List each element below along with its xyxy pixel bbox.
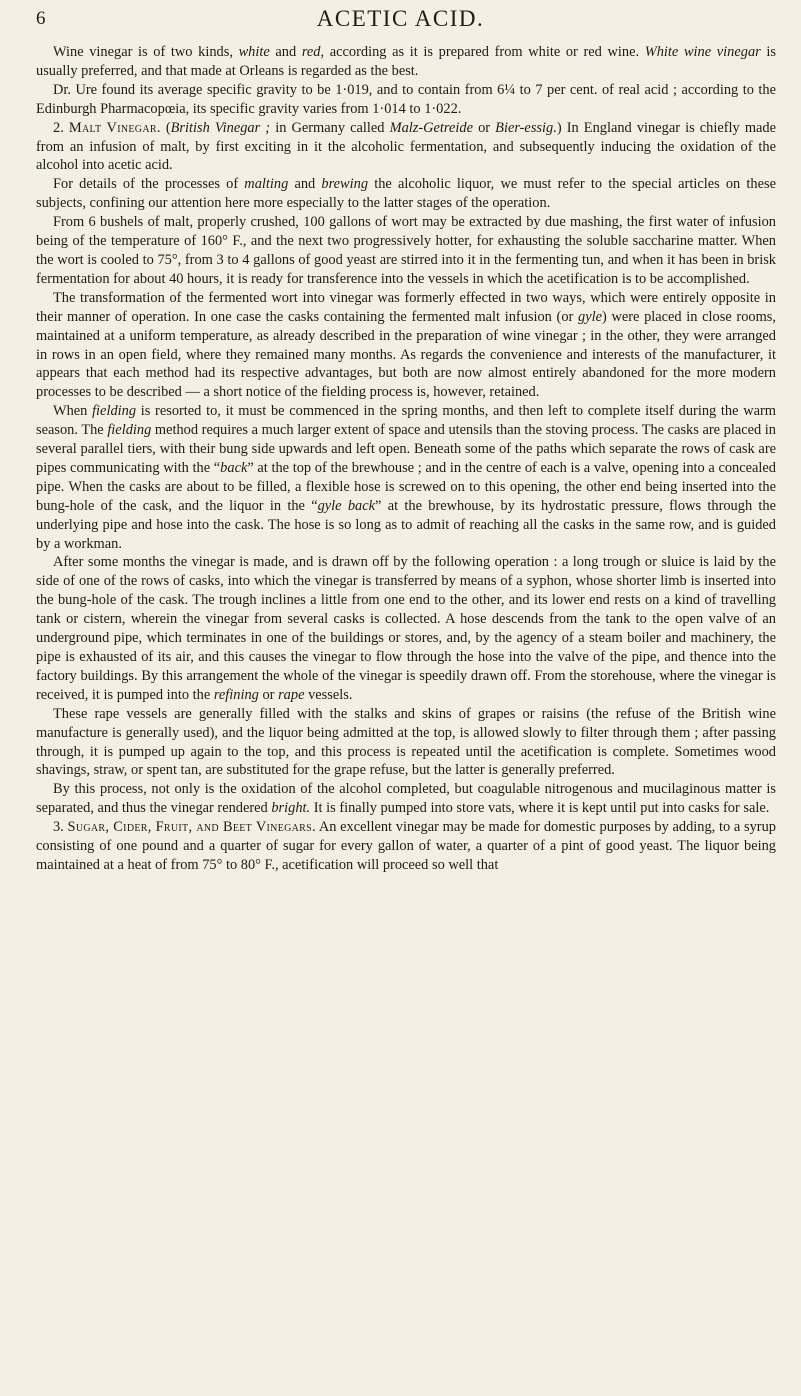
italic-term: red [301, 44, 321, 60]
italic-term: white [238, 44, 270, 60]
section-number: 2. [53, 119, 64, 136]
paragraph-drawing-off [36, 553, 776, 704]
section-number: 3. [53, 819, 64, 836]
text-run: ) were placed in close rooms, maintained at a uniform temperature, as already described in the preparation of wine vinegar ; in the other, they were arranged in rows in an open field, where they remained many months. As regards the convenience and interests of the manufacturer, it appears that each method had its respective advantages, but both are now almost entirely abandoned for the more modern processes to be described — a short notice of the fielding process is, however, retained. [36, 308, 776, 401]
page-number: 6 [36, 8, 46, 29]
text-run: and [288, 176, 322, 193]
italic-term: Bier-essig. [495, 119, 557, 136]
italic-term: bright. [271, 800, 311, 817]
text-run: ” at the top of the brewhouse ; and in the centre of each is a valve, opening into a concealed pipe. When the casks are about to be filled, a flexible hose is screwed on to this opening, the other end being inserted into the bung-hole of the cask, and the liquor in the “ [36, 459, 776, 514]
italic-term: British Vinegar ; [170, 119, 271, 136]
text-run: Wine vinegar is of two kinds, [53, 44, 239, 60]
paragraph-specific-gravity: Dr. Ure found its average specific gravity to be 1·019, and to contain from 6¼ to 7 per cent. of real acid ; according to the Edinburgh Pharmacopœia, its specific gravity varies from 1·014 to 1·022. [36, 81, 776, 117]
text-run: ” at the brewhouse, by its hydrostatic pressure, flows through the underlying pipe and hose into the cask. The hose is so long as to admit of reaching all the casks in the same row, and is guided by a workman. [36, 497, 777, 552]
italic-term: fielding [107, 422, 152, 439]
paragraph-wine-vinegar-kinds [36, 43, 776, 81]
text-run: ( [160, 119, 171, 136]
text-run: By this process, not only is the oxidation of the alcohol completed, but coagulable nitrogenous and mucilaginous matter is separated, and thus the vinegar rendered [36, 781, 776, 817]
paragraph-sugar-cider-vinegars [36, 818, 776, 875]
text-run: or [258, 686, 279, 703]
italic-term: back [220, 459, 248, 476]
section-heading: Malt Vinegar. [68, 119, 161, 136]
running-head: ACETIC ACID. [316, 6, 485, 31]
section-heading: Sugar, Cider, Fruit, and Beet Vinegars. [67, 819, 316, 836]
italic-term: brewing [321, 176, 369, 193]
paragraph-malting-brewing [36, 175, 776, 213]
text-run: An excellent vinegar may be made for domestic purposes by adding, to a syrup consisting of one pound and a quarter of sugar for every gallon of water, a quarter of a pint of good yeast. The liquor being maintained at a heat of from 75° to 80° F., acetification will proceed so well that [36, 819, 776, 873]
italic-term: gyle [578, 308, 602, 325]
text-run: ) In England vinegar is chiefly made from an infusion of malt, by first exciting in it the alcoholic fermentation, and subsequently inducing the oxidation of the alcohol into acetic acid. [36, 119, 777, 174]
paragraph-wort-extraction: From 6 bushels of malt, properly crushed, 100 gallons of wort may be extracted by due mashing, the first water of infusion being of the temperature of 160° F., and the next two progressively hotter, for exhausting the soluble saccharine matter. When the wort is cooled to 75°, from 3 to 4 gallons of good yeast are stirred into it in the fermenting tun, and when it has been in brisk fermentation for about 40 hours, it is ready for transference into the vessels in which the acetification is to be accomplished. [36, 214, 776, 287]
text-run: , according as it is prepared from white or red wine. [320, 44, 645, 60]
text-run: the alcoholic liquor, we must refer to the special articles on these subjects, confining our attention here more especially to the latter stages of the operation. [36, 176, 776, 212]
paragraph-fielding [36, 402, 776, 553]
text-run: After some months the vinegar is made, and is drawn off by the following operation : a long trough or sluice is laid by the side of one of the rows of casks, into which the vinegar is transferred by means of a syphon, whose shorter limb is inserted into the bung-hole of the cask. The trough inclines a little from one end to the other, and its lower end rests on a kind of travelling tank or cistern, wherein the vinegar from several casks is collected. A hose descends from the tank to the open valve of an underground pipe, which terminates in one of the buildings or stores, and, by the agency of a steam boiler and machinery, the pipe is exhausted of its air, and this causes the vinegar to flow through the hose into the valve of the pipe, and thence into the factory buildings. By this arrangement the whole of the vinegar is speedily drawn off. From the storehouse, where the vinegar is received, it is pumped into the [36, 554, 776, 703]
italic-term: refining [213, 686, 259, 703]
paragraph-malt-vinegar [36, 119, 776, 176]
text-run: is usually preferred, and that made at Orleans is regarded as the best. [36, 44, 776, 79]
body-text [36, 43, 776, 875]
italic-term: gyle back [317, 497, 376, 514]
text-run: in Germany called [270, 119, 390, 136]
text-run: or [472, 119, 496, 136]
text-run: It is finally pumped into store vats, where it is kept until put into casks for sale. [310, 800, 770, 817]
italic-term: Malz-Getreide [389, 119, 473, 136]
italic-term: rape [278, 686, 305, 703]
italic-term: fielding [92, 403, 137, 420]
text-run: is resorted to, it must be commenced in the spring months, and then left to complete itself during the warm season. The [36, 403, 776, 439]
paragraph-transformation [36, 289, 776, 402]
page-header [0, 0, 801, 40]
paragraph-process-result [36, 780, 776, 818]
italic-term: malting [244, 176, 289, 193]
text-run: The transformation of the fermented wort into vinegar was formerly effected in two ways, which were entirely opposite in their manner of operation. In one case the casks containing the fermented malt infusion (or [36, 289, 776, 325]
text-run: When [53, 403, 93, 420]
paragraph-rape-vessels [36, 705, 776, 781]
text-run: For details of the processes of [53, 176, 245, 193]
italic-term: White wine vinegar [644, 44, 761, 60]
text-run: method requires a much larger extent of space and utensils than the stoving process. The casks are placed in several parallel tiers, with their bung side upwards and left open. Beneath some of the paths which separate the rows of cask are pipes communicating with the “ [36, 422, 776, 476]
text-run: These rape vessels are generally filled with the stalks and skins of grapes or raisins (the refuse of the British wine manufacture is generally used), and the liquor being admitted at the top, is allowed slowly to filter through them ; after passing through, it is pumped up again to the top, and this process is repeated until the acetification is complete. Sometimes wood shavings, straw, or spent tan, are substituted for the grape refuse, but the latter is generally preferred. [36, 705, 776, 779]
text-run: and [269, 44, 302, 60]
text-run: vessels. [304, 686, 353, 703]
